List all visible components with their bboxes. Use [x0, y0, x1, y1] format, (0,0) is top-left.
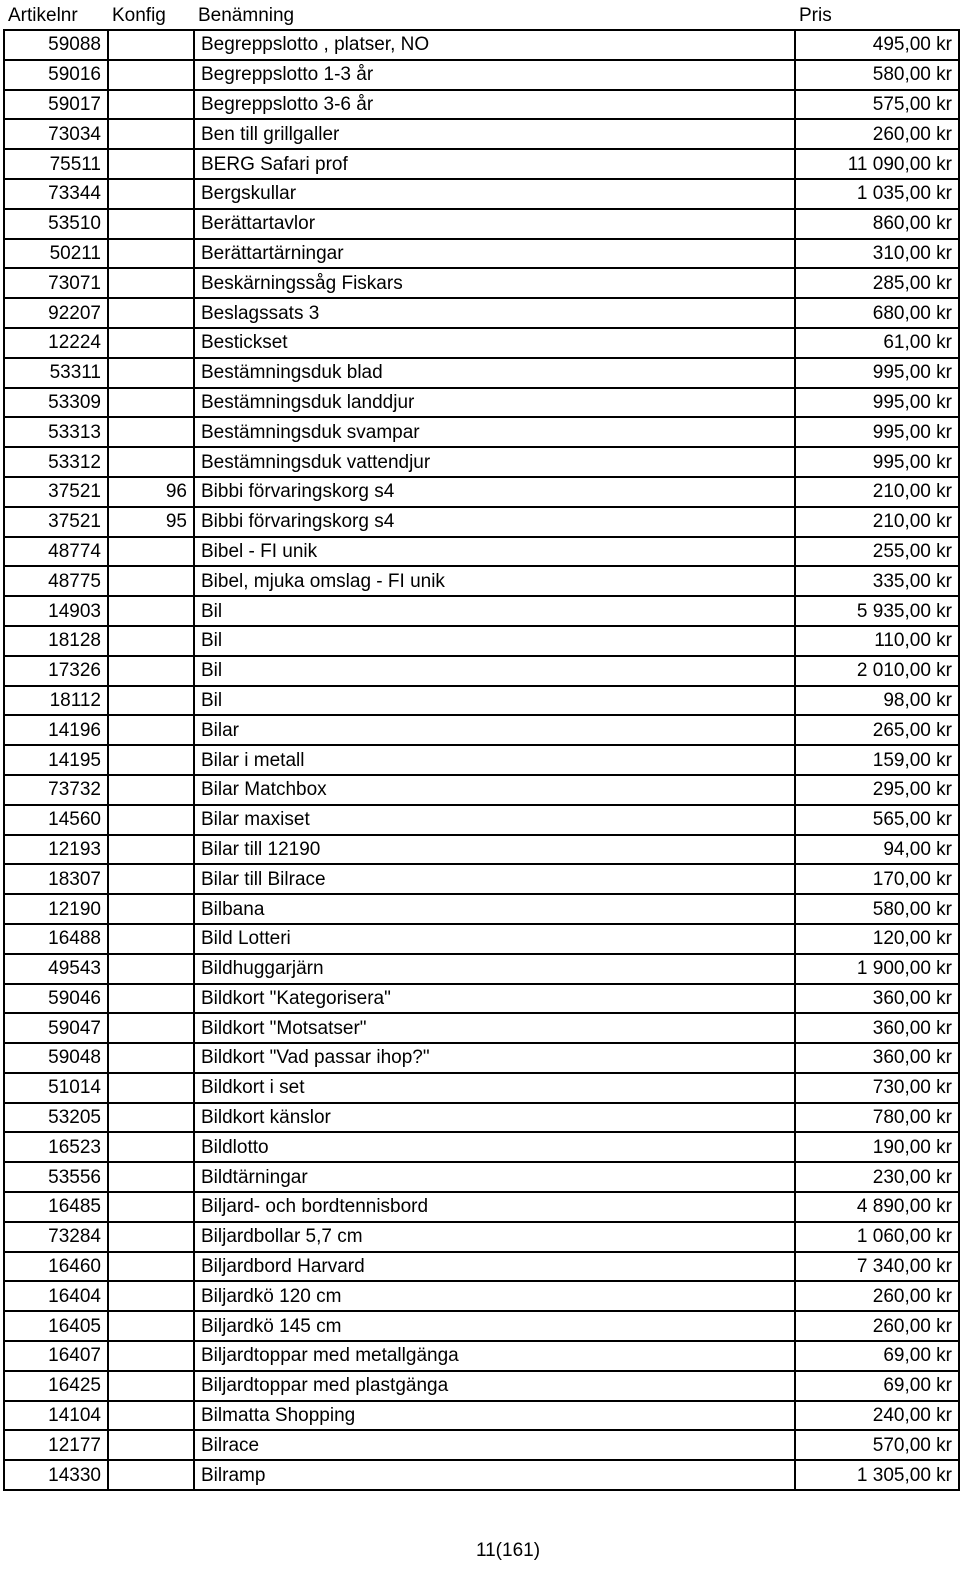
- table-row: [4, 1341, 959, 1371]
- config-cell: [108, 328, 194, 358]
- article-number-cell: 16405: [4, 1311, 108, 1341]
- item-name-cell: Bilar: [194, 715, 795, 745]
- table-row: [4, 1281, 959, 1311]
- config-cell: [108, 90, 194, 120]
- article-number-cell: 12177: [4, 1430, 108, 1460]
- config-cell: [108, 1460, 194, 1490]
- config-cell: [108, 1162, 194, 1192]
- price-cell: 69,00 kr: [795, 1371, 959, 1401]
- header-config: Konfig: [112, 5, 166, 26]
- config-cell: [108, 358, 194, 388]
- item-name-cell: Begreppslotto 1-3 år: [194, 60, 795, 90]
- article-number-cell: 53313: [4, 417, 108, 447]
- config-cell: [108, 984, 194, 1014]
- table-row: [4, 1371, 959, 1401]
- table-row: [4, 1222, 959, 1252]
- article-number-cell: 16460: [4, 1252, 108, 1282]
- config-cell: [108, 566, 194, 596]
- config-cell: [108, 209, 194, 239]
- price-list-sheet: [3, 2, 958, 1491]
- table-row: [4, 1311, 959, 1341]
- price-cell: 780,00 kr: [795, 1103, 959, 1133]
- article-number-cell: 12190: [4, 894, 108, 924]
- table-row: [4, 835, 959, 865]
- article-number-cell: 37521: [4, 507, 108, 537]
- item-name-cell: Bibel, mjuka omslag - FI unik: [194, 566, 795, 596]
- config-cell: [108, 447, 194, 477]
- price-cell: 310,00 kr: [795, 239, 959, 269]
- price-cell: 110,00 kr: [795, 626, 959, 656]
- article-number-cell: 48775: [4, 566, 108, 596]
- article-number-cell: 14196: [4, 715, 108, 745]
- item-name-cell: Bestämningsduk vattendjur: [194, 447, 795, 477]
- item-name-cell: Bildkort "Kategorisera": [194, 984, 795, 1014]
- table-row: [4, 894, 959, 924]
- config-cell: [108, 537, 194, 567]
- article-number-cell: 16523: [4, 1132, 108, 1162]
- price-cell: 190,00 kr: [795, 1132, 959, 1162]
- item-name-cell: Bilar till 12190: [194, 835, 795, 865]
- price-cell: 680,00 kr: [795, 298, 959, 328]
- item-name-cell: Bestämningsduk svampar: [194, 417, 795, 447]
- price-cell: 4 890,00 kr: [795, 1192, 959, 1222]
- article-number-cell: 59046: [4, 984, 108, 1014]
- table-row: [4, 1043, 959, 1073]
- page-number: 11(161): [475, 1540, 541, 1561]
- article-number-cell: 16485: [4, 1192, 108, 1222]
- table-row: [4, 30, 959, 60]
- header-row: [4, 2, 959, 30]
- price-table: [3, 2, 960, 1491]
- config-cell: [108, 1132, 194, 1162]
- price-cell: 120,00 kr: [795, 924, 959, 954]
- item-name-cell: Bildkort i set: [194, 1073, 795, 1103]
- item-name-cell: Bilmatta Shopping: [194, 1401, 795, 1431]
- table-row: [4, 119, 959, 149]
- item-name-cell: Bildkort "Vad passar ihop?": [194, 1043, 795, 1073]
- table-row: [4, 358, 959, 388]
- article-number-cell: 53311: [4, 358, 108, 388]
- table-row: [4, 268, 959, 298]
- price-cell: 61,00 kr: [795, 328, 959, 358]
- item-name-cell: Bil: [194, 686, 795, 716]
- article-number-cell: 53510: [4, 209, 108, 239]
- price-cell: 575,00 kr: [795, 90, 959, 120]
- price-cell: 295,00 kr: [795, 775, 959, 805]
- item-name-cell: Bestämningsduk landdjur: [194, 388, 795, 418]
- price-cell: 98,00 kr: [795, 686, 959, 716]
- price-cell: 94,00 kr: [795, 835, 959, 865]
- item-name-cell: Bilar Matchbox: [194, 775, 795, 805]
- item-name-cell: Bil: [194, 626, 795, 656]
- table-row: [4, 1162, 959, 1192]
- item-name-cell: Bild Lotteri: [194, 924, 795, 954]
- article-number-cell: 92207: [4, 298, 108, 328]
- table-row: [4, 209, 959, 239]
- config-cell: [108, 775, 194, 805]
- article-number-cell: 75511: [4, 149, 108, 179]
- article-number-cell: 53556: [4, 1162, 108, 1192]
- config-cell: [108, 388, 194, 418]
- price-cell: 495,00 kr: [795, 30, 959, 60]
- table-row: [4, 954, 959, 984]
- table-row: [4, 537, 959, 567]
- header-article-no: Artikelnr: [8, 5, 78, 26]
- price-cell: 7 340,00 kr: [795, 1252, 959, 1282]
- table-row: [4, 596, 959, 626]
- item-name-cell: Begreppslotto 3-6 år: [194, 90, 795, 120]
- article-number-cell: 14560: [4, 805, 108, 835]
- price-cell: 159,00 kr: [795, 745, 959, 775]
- config-cell: [108, 30, 194, 60]
- price-cell: 210,00 kr: [795, 507, 959, 537]
- item-name-cell: Bildtärningar: [194, 1162, 795, 1192]
- item-name-cell: Bildkort "Motsatser": [194, 1013, 795, 1043]
- config-cell: [108, 626, 194, 656]
- config-cell: [108, 596, 194, 626]
- item-name-cell: Bilar i metall: [194, 745, 795, 775]
- price-cell: 360,00 kr: [795, 1043, 959, 1073]
- item-name-cell: Bibel - FI unik: [194, 537, 795, 567]
- price-cell: 580,00 kr: [795, 60, 959, 90]
- config-cell: [108, 1371, 194, 1401]
- config-cell: [108, 894, 194, 924]
- table-row: [4, 1132, 959, 1162]
- item-name-cell: Biljardtoppar med plastgänga: [194, 1371, 795, 1401]
- config-cell: [108, 924, 194, 954]
- item-name-cell: Berättartärningar: [194, 239, 795, 269]
- config-cell: [108, 864, 194, 894]
- table-row: [4, 179, 959, 209]
- config-cell: [108, 239, 194, 269]
- config-cell: [108, 1073, 194, 1103]
- table-row: [4, 1460, 959, 1490]
- item-name-cell: Bergskullar: [194, 179, 795, 209]
- table-row: [4, 924, 959, 954]
- table-row: [4, 745, 959, 775]
- config-cell: [108, 1192, 194, 1222]
- price-cell: 11 090,00 kr: [795, 149, 959, 179]
- table-row: [4, 447, 959, 477]
- price-cell: 995,00 kr: [795, 417, 959, 447]
- config-cell: 95: [108, 507, 194, 537]
- item-name-cell: Bildkort känslor: [194, 1103, 795, 1133]
- price-cell: 260,00 kr: [795, 1281, 959, 1311]
- article-number-cell: 18307: [4, 864, 108, 894]
- table-row: [4, 1073, 959, 1103]
- article-number-cell: 18112: [4, 686, 108, 716]
- price-cell: 360,00 kr: [795, 984, 959, 1014]
- config-cell: [108, 149, 194, 179]
- config-cell: [108, 1103, 194, 1133]
- table-row: [4, 90, 959, 120]
- config-cell: [108, 268, 194, 298]
- table-row: [4, 1401, 959, 1431]
- article-number-cell: 73732: [4, 775, 108, 805]
- item-name-cell: Beslagssats 3: [194, 298, 795, 328]
- table-row: [4, 775, 959, 805]
- price-cell: 1 305,00 kr: [795, 1460, 959, 1490]
- article-number-cell: 73071: [4, 268, 108, 298]
- article-number-cell: 51014: [4, 1073, 108, 1103]
- table-row: [4, 1013, 959, 1043]
- table-row: [4, 507, 959, 537]
- table-row: [4, 417, 959, 447]
- article-number-cell: 16425: [4, 1371, 108, 1401]
- item-name-cell: Begreppslotto , platser, NO: [194, 30, 795, 60]
- table-row: [4, 566, 959, 596]
- article-number-cell: 59048: [4, 1043, 108, 1073]
- table-row: [4, 1103, 959, 1133]
- article-number-cell: 53312: [4, 447, 108, 477]
- price-cell: 730,00 kr: [795, 1073, 959, 1103]
- article-number-cell: 73284: [4, 1222, 108, 1252]
- article-number-cell: 12224: [4, 328, 108, 358]
- article-number-cell: 12193: [4, 835, 108, 865]
- price-cell: 580,00 kr: [795, 894, 959, 924]
- config-cell: [108, 1401, 194, 1431]
- config-cell: [108, 1043, 194, 1073]
- price-cell: 210,00 kr: [795, 477, 959, 507]
- item-name-cell: Bilar till Bilrace: [194, 864, 795, 894]
- table-row: [4, 477, 959, 507]
- price-cell: 240,00 kr: [795, 1401, 959, 1431]
- table-row: [4, 864, 959, 894]
- article-number-cell: 73344: [4, 179, 108, 209]
- table-header: [4, 2, 959, 30]
- config-cell: [108, 1013, 194, 1043]
- table-body: [4, 30, 959, 1490]
- config-cell: [108, 60, 194, 90]
- price-cell: 255,00 kr: [795, 537, 959, 567]
- config-cell: [108, 179, 194, 209]
- table-row: [4, 984, 959, 1014]
- config-cell: [108, 745, 194, 775]
- table-row: [4, 1192, 959, 1222]
- article-number-cell: 59047: [4, 1013, 108, 1043]
- table-row: [4, 1252, 959, 1282]
- item-name-cell: Bestickset: [194, 328, 795, 358]
- table-row: [4, 1430, 959, 1460]
- article-number-cell: 59016: [4, 60, 108, 90]
- config-cell: [108, 417, 194, 447]
- table-row: [4, 149, 959, 179]
- item-name-cell: Ben till grillgaller: [194, 119, 795, 149]
- price-cell: 170,00 kr: [795, 864, 959, 894]
- table-row: [4, 686, 959, 716]
- config-cell: [108, 1311, 194, 1341]
- article-number-cell: 37521: [4, 477, 108, 507]
- item-name-cell: Bibbi förvaringskorg s4: [194, 477, 795, 507]
- article-number-cell: 59088: [4, 30, 108, 60]
- config-cell: [108, 715, 194, 745]
- item-name-cell: Biljard- och bordtennisbord: [194, 1192, 795, 1222]
- article-number-cell: 53309: [4, 388, 108, 418]
- item-name-cell: Bibbi förvaringskorg s4: [194, 507, 795, 537]
- article-number-cell: 49543: [4, 954, 108, 984]
- price-cell: 285,00 kr: [795, 268, 959, 298]
- price-cell: 860,00 kr: [795, 209, 959, 239]
- item-name-cell: Biljardbollar 5,7 cm: [194, 1222, 795, 1252]
- price-cell: 565,00 kr: [795, 805, 959, 835]
- item-name-cell: Biljardbord Harvard: [194, 1252, 795, 1282]
- article-number-cell: 73034: [4, 119, 108, 149]
- table-row: [4, 298, 959, 328]
- price-cell: 1 060,00 kr: [795, 1222, 959, 1252]
- article-number-cell: 14195: [4, 745, 108, 775]
- item-name-cell: Bildhuggarjärn: [194, 954, 795, 984]
- article-number-cell: 18128: [4, 626, 108, 656]
- price-cell: 360,00 kr: [795, 1013, 959, 1043]
- config-cell: [108, 835, 194, 865]
- item-name-cell: Bilramp: [194, 1460, 795, 1490]
- article-number-cell: 53205: [4, 1103, 108, 1133]
- table-row: [4, 626, 959, 656]
- price-cell: 1 035,00 kr: [795, 179, 959, 209]
- item-name-cell: Bildlotto: [194, 1132, 795, 1162]
- item-name-cell: Biljardkö 145 cm: [194, 1311, 795, 1341]
- config-cell: [108, 1281, 194, 1311]
- item-name-cell: Biljardkö 120 cm: [194, 1281, 795, 1311]
- price-cell: 5 935,00 kr: [795, 596, 959, 626]
- article-number-cell: 16407: [4, 1341, 108, 1371]
- item-name-cell: Beskärningssåg Fiskars: [194, 268, 795, 298]
- config-cell: [108, 805, 194, 835]
- price-cell: 995,00 kr: [795, 358, 959, 388]
- config-cell: [108, 954, 194, 984]
- config-cell: [108, 119, 194, 149]
- article-number-cell: 14330: [4, 1460, 108, 1490]
- article-number-cell: 17326: [4, 656, 108, 686]
- article-number-cell: 16488: [4, 924, 108, 954]
- price-cell: 260,00 kr: [795, 119, 959, 149]
- item-name-cell: Bil: [194, 656, 795, 686]
- article-number-cell: 16404: [4, 1281, 108, 1311]
- table-row: [4, 388, 959, 418]
- article-number-cell: 14104: [4, 1401, 108, 1431]
- price-cell: 570,00 kr: [795, 1430, 959, 1460]
- item-name-cell: Berättartavlor: [194, 209, 795, 239]
- table-row: [4, 239, 959, 269]
- price-cell: 995,00 kr: [795, 388, 959, 418]
- config-cell: [108, 1341, 194, 1371]
- article-number-cell: 59017: [4, 90, 108, 120]
- config-cell: [108, 1430, 194, 1460]
- config-cell: [108, 1222, 194, 1252]
- price-cell: 1 900,00 kr: [795, 954, 959, 984]
- table-row: [4, 656, 959, 686]
- price-cell: 260,00 kr: [795, 1311, 959, 1341]
- item-name-cell: Biljardtoppar med metallgänga: [194, 1341, 795, 1371]
- table-row: [4, 328, 959, 358]
- table-row: [4, 60, 959, 90]
- table-row: [4, 715, 959, 745]
- article-number-cell: 14903: [4, 596, 108, 626]
- price-cell: 995,00 kr: [795, 447, 959, 477]
- config-cell: [108, 656, 194, 686]
- config-cell: [108, 1252, 194, 1282]
- price-cell: 335,00 kr: [795, 566, 959, 596]
- item-name-cell: BERG Safari prof: [194, 149, 795, 179]
- item-name-cell: Bil: [194, 596, 795, 626]
- config-cell: [108, 686, 194, 716]
- article-number-cell: 50211: [4, 239, 108, 269]
- header-price: Pris: [799, 5, 832, 26]
- article-number-cell: 48774: [4, 537, 108, 567]
- item-name-cell: Bilbana: [194, 894, 795, 924]
- item-name-cell: Bestämningsduk blad: [194, 358, 795, 388]
- header-name: Benämning: [198, 5, 295, 26]
- table-row: [4, 805, 959, 835]
- price-cell: 230,00 kr: [795, 1162, 959, 1192]
- item-name-cell: Bilrace: [194, 1430, 795, 1460]
- price-cell: 69,00 kr: [795, 1341, 959, 1371]
- price-cell: 2 010,00 kr: [795, 656, 959, 686]
- item-name-cell: Bilar maxiset: [194, 805, 795, 835]
- config-cell: 96: [108, 477, 194, 507]
- price-cell: 265,00 kr: [795, 715, 959, 745]
- config-cell: [108, 298, 194, 328]
